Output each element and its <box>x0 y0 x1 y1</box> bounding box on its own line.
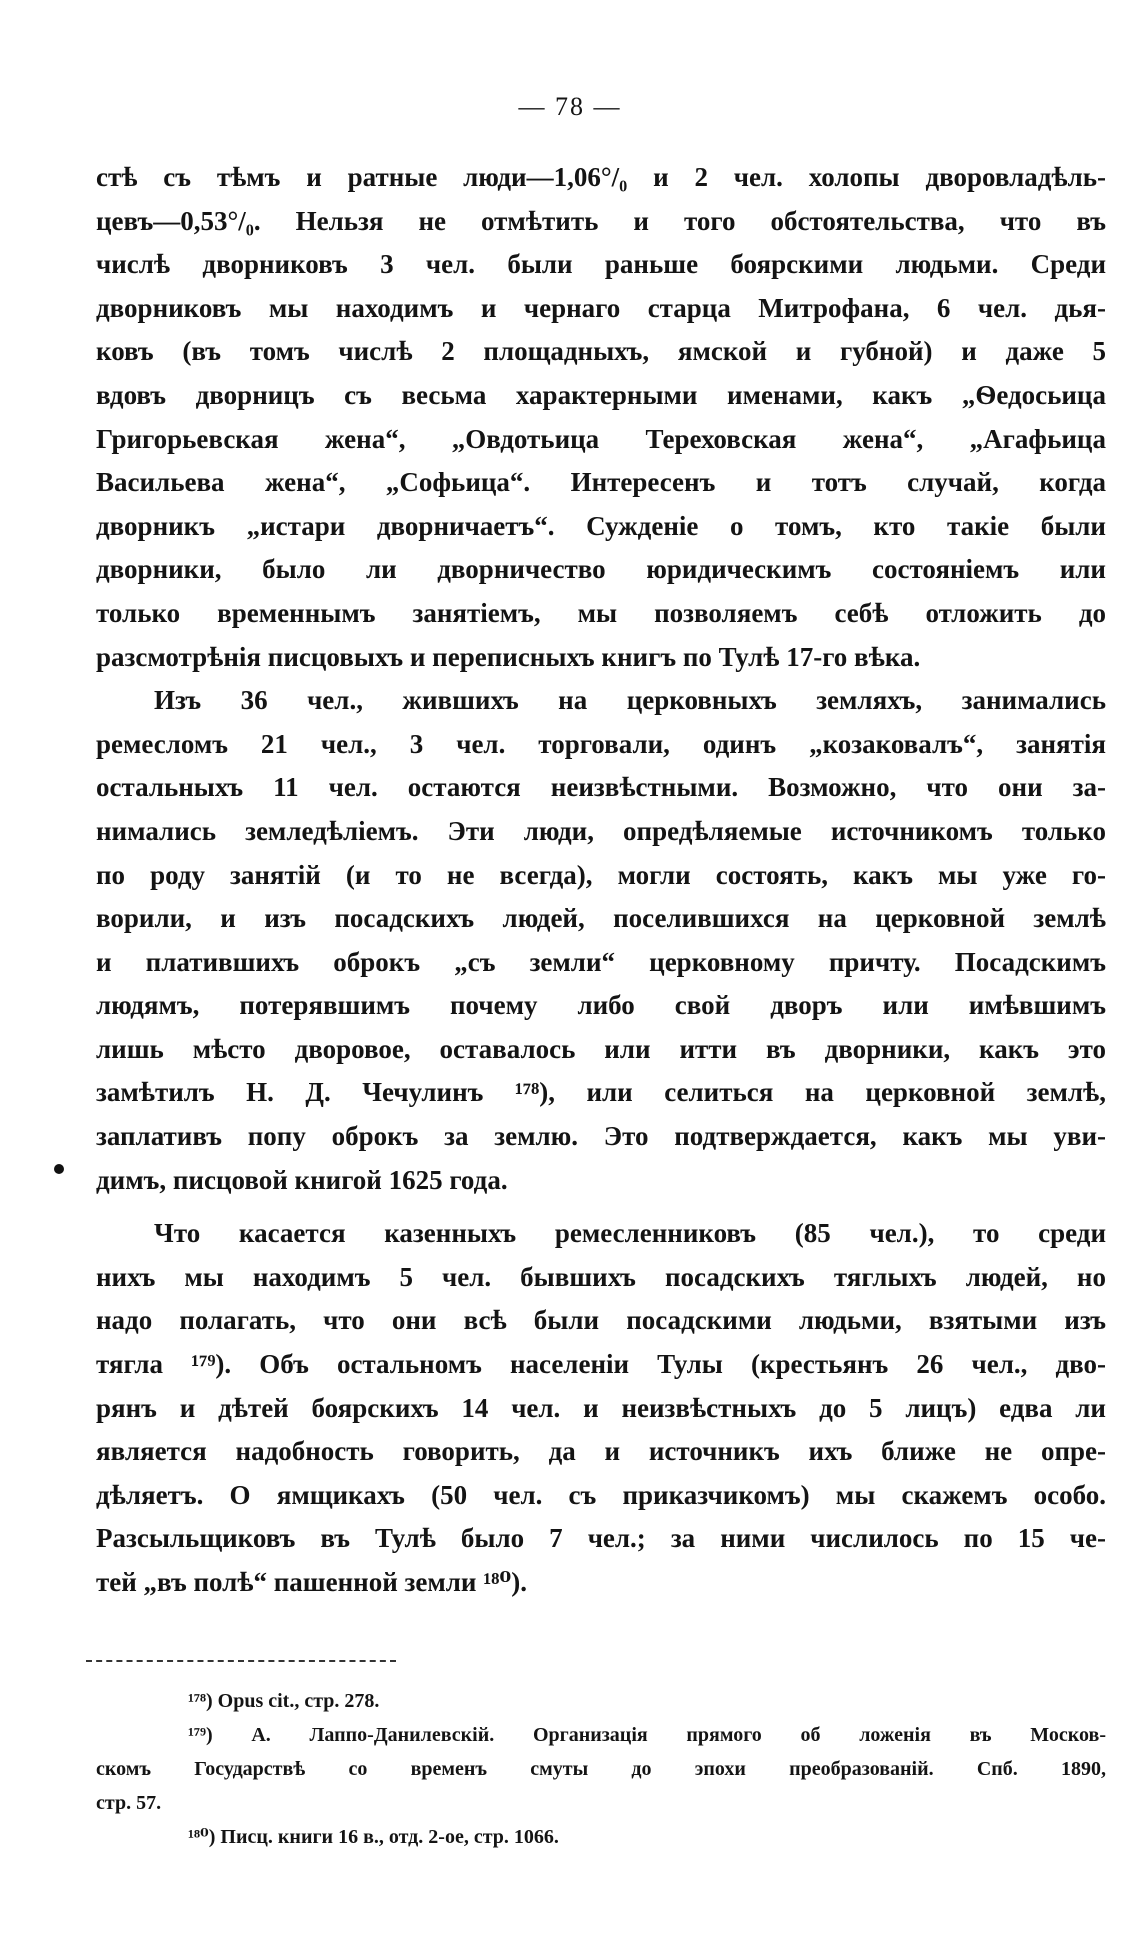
text-line: ремесломъ 21 чел., 3 чел. торговали, одинъ „козаковалъ“, занятія <box>96 728 1106 759</box>
text-line: ковъ (въ томъ числѣ 2 площадныхъ, ямской и губной) и даже 5 <box>96 336 1106 367</box>
text-line: Разсыльщиковъ въ Тулѣ было 7 чел.; за ними числилось по 15 че- <box>96 1523 1106 1554</box>
text-line: дворниковъ мы находимъ и чернаго старца Митрофана, 6 чел. дья- <box>96 292 1106 323</box>
text-line: только временнымъ занятіемъ, мы позволяемъ себѣ отложить до <box>96 597 1106 628</box>
page-number: — 78 — <box>518 92 622 121</box>
text-line: по роду занятій (и то не всегда), могли состоять, какъ мы уже го- <box>96 859 1106 890</box>
text-line: является надобность говорить, да и источникъ ихъ ближе не опре- <box>96 1436 1106 1467</box>
text-line: людямъ, потерявшимъ почему либо свой дворъ или имѣвшимъ <box>96 990 1106 1021</box>
footnote-line: стр. 57. <box>96 1792 162 1814</box>
footnote-179 <box>96 1718 1106 1820</box>
text-line: заплативъ попу оброкъ за землю. Это подтверждается, какъ мы уви- <box>96 1121 1106 1152</box>
paragraph-1 <box>96 156 1106 679</box>
footnotes <box>96 1684 1106 1854</box>
footnote-180 <box>96 1820 1106 1854</box>
text-line: дѣляетъ. О ямщикахъ (50 чел. съ приказчикомъ) мы скажемъ особо. <box>96 1479 1106 1510</box>
body-text <box>96 156 1106 1605</box>
text-line: надо полагать, что они всѣ были посадскими людьми, взятыми изъ <box>96 1305 1106 1336</box>
text-line: ворили, и изъ посадскихъ людей, поселившихся на церковной землѣ <box>96 903 1106 934</box>
text-line: дворники, было ли дворничество юридическимъ состояніемъ или <box>96 554 1106 585</box>
text-line: Что касается казенныхъ ремесленниковъ (85 чел.), то среди <box>154 1218 1106 1249</box>
text-line: вдовъ дворницъ съ весьма характерными именами, какъ „Ѳедосьица <box>96 379 1106 410</box>
text-line: разсмотрѣнія писцовыхъ и переписныхъ книгъ по Тулѣ 17-го вѣка. <box>96 641 921 672</box>
text-line: замѣтилъ Н. Д. Чечулинъ ¹⁷⁸), или селиться на церковной землѣ, <box>96 1077 1106 1108</box>
text-line: димъ, писцовой книгой 1625 года. <box>96 1164 508 1195</box>
text-line: Григорьевская жена“, „Овдотьица Тереховская жена“, „Агафьица <box>96 423 1106 454</box>
text-line: нихъ мы находимъ 5 чел. бывшихъ посадскихъ тяглыхъ людей, но <box>96 1261 1106 1292</box>
text-line: дворникъ „истари дворничаетъ“. Сужденіе о томъ, кто такіе были <box>96 510 1106 541</box>
text-line: тей „въ полѣ“ пашенной земли ¹⁸⁰). <box>96 1567 527 1597</box>
text-line: рянъ и дѣтей боярскихъ 14 чел. и неизвѣстныхъ до 5 лицъ) едва ли <box>96 1392 1106 1423</box>
margin-mark <box>54 1164 64 1174</box>
footnote-178 <box>96 1684 1106 1718</box>
paragraph-3 <box>96 1212 1106 1604</box>
text-line: тягла ¹⁷⁹). Объ остальномъ населеніи Тулы (крестьянъ 26 чел., дво- <box>96 1349 1106 1380</box>
text-line: стѣ съ тѣмъ и ратные люди—1,06°/₀ и 2 чел. холопы дворовладѣль- <box>96 162 1106 192</box>
footnote-line: ¹⁷⁸) Opus cit., стр. 278. <box>188 1690 380 1712</box>
text-line: Васильева жена“, „Софьица“. Интересенъ и тотъ случай, когда <box>96 467 1106 498</box>
text-line: цевъ—0,53°/₀. Нельзя не отмѣтить и того обстоятельства, что въ <box>96 205 1106 236</box>
text-line: нимались земледѣліемъ. Эти люди, опредѣляемые источникомъ только <box>96 815 1106 846</box>
footnote-line: скомъ Государствѣ со временъ смуты до эпохи преобразованій. Спб. 1890, <box>96 1758 1106 1780</box>
footnote-divider <box>86 1660 396 1662</box>
text-line: лишь мѣсто дворовое, оставалось или итти въ дворники, какъ это <box>96 1033 1106 1064</box>
text-line: Изъ 36 чел., жившихъ на церковныхъ земляхъ, занимались <box>154 685 1106 716</box>
footnote-line: ¹⁷⁹) А. Лаппо-Данилевскій. Организація прямого об ложенія въ Москов- <box>188 1724 1106 1746</box>
text-line: числѣ дворниковъ 3 чел. были раньше боярскими людьми. Среди <box>96 249 1106 280</box>
footnote-line: ¹⁸⁰) Писц. книги 16 в., отд. 2-ое, стр. 1066. <box>188 1826 559 1848</box>
text-line: остальныхъ 11 чел. остаются неизвѣстными. Возможно, что они за- <box>96 772 1106 803</box>
text-line: и платившихъ оброкъ „съ земли“ церковному причту. Посадскимъ <box>96 946 1106 977</box>
paragraph-2 <box>96 679 1106 1202</box>
